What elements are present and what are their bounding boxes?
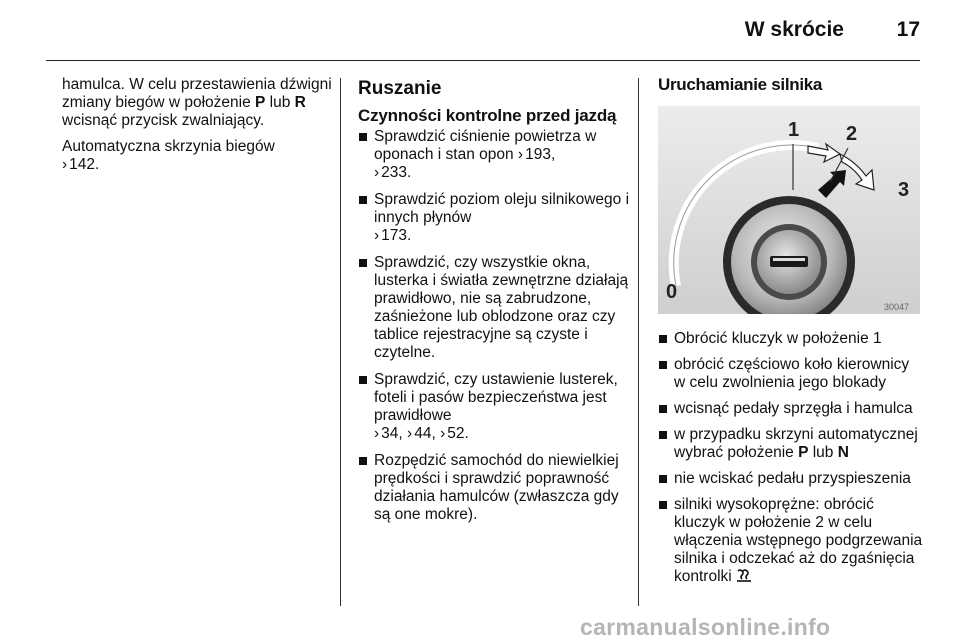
list-item: Sprawdzić ciśnienie powietrza w oponach i stan opon › 193, › 233. [358,128,630,182]
list-item: wcisnąć pedały sprzęgła i hamulca [658,400,924,418]
checklist [358,128,630,524]
page-reference[interactable]: › 52. [440,425,469,442]
label-3: 3 [898,179,910,201]
key-slot [770,256,808,267]
list-item: w przypadku skrzyni automatycznej wybrać położenie P lub N [658,426,924,462]
list-item: Rozpędzić samochód do niewielkiej prędkości i sprawdzić poprawność działania hamulców (zwłaszcza gdy są one mokre). [358,452,630,524]
gear-p: P [255,94,266,111]
list-item: Sprawdzić, czy ustawienie lusterek, foteli i pasów bezpieczeństwa jest prawidłowe › 34, › 44, › 52. [358,371,630,443]
column-divider-2 [638,78,639,606]
page-header [0,0,960,60]
gear-p: P [798,444,809,461]
section-heading: Uruchamianie silnika [658,75,823,94]
list-item: Obrócić kluczyk w położenie 1 [658,330,924,348]
page-reference[interactable]: › 142. [62,156,99,173]
watermark: carmanualsonline.info [580,614,831,640]
gear-n: N [837,444,849,461]
running-title: W skrócie [744,18,844,41]
label-0: 0 [666,281,678,303]
list-item: obrócić częściowo koło kierownicy w celu zwolnienia jego blokady [658,356,924,392]
page-number: 17 [896,18,920,41]
list-item: silniki wysokoprężne: obrócić kluczyk w położenie 2 w celu włączenia wstępnego podgrzewania silnika i odczekać aż do zgaśnięcia kontrolki [658,496,924,586]
label-1: 1 [788,119,800,141]
page-reference[interactable]: › 193, [518,146,555,163]
subsection-heading: Czynności kontrolne przed jazdą [358,106,617,125]
column-1 [62,76,332,182]
page-reference[interactable]: › 173. [374,227,411,244]
continued-paragraph: hamulca. W celu przestawienia dźwigni zmiany biegów w położenie P lub R wcisnąć przycisk zwalniający. [62,76,332,129]
list-item: Sprawdzić, czy wszystkie okna, lusterka i światła zewnętrzne działają prawidłowo, nie są zabrudzone, zaśnieżone lub oblodzone oraz czy tablice rejestracyjne są czyste i czytelne. [358,254,630,362]
column-2 [358,76,630,533]
auto-gearbox-ref: Automatyczna skrzynia biegów › 142. [62,138,332,174]
glow-plug-icon [736,568,752,583]
gear-r: R [294,94,306,111]
list-item: Sprawdzić poziom oleju silnikowego i innych płynów › 173. [358,191,630,245]
header-rule [46,60,920,61]
page-reference[interactable]: › 44, [407,425,436,442]
ignition-key-figure [658,106,920,314]
section-heading: Ruszanie [358,78,442,99]
start-steps [658,330,924,586]
figure-code: 30047 [884,302,910,312]
page-reference[interactable]: › 34, [374,425,403,442]
list-item: nie wciskać pedału przyspieszenia [658,470,924,488]
column-divider-1 [340,78,341,606]
column-3 [658,76,924,594]
label-2: 2 [846,123,858,145]
page-reference[interactable]: › 233. [374,164,411,181]
